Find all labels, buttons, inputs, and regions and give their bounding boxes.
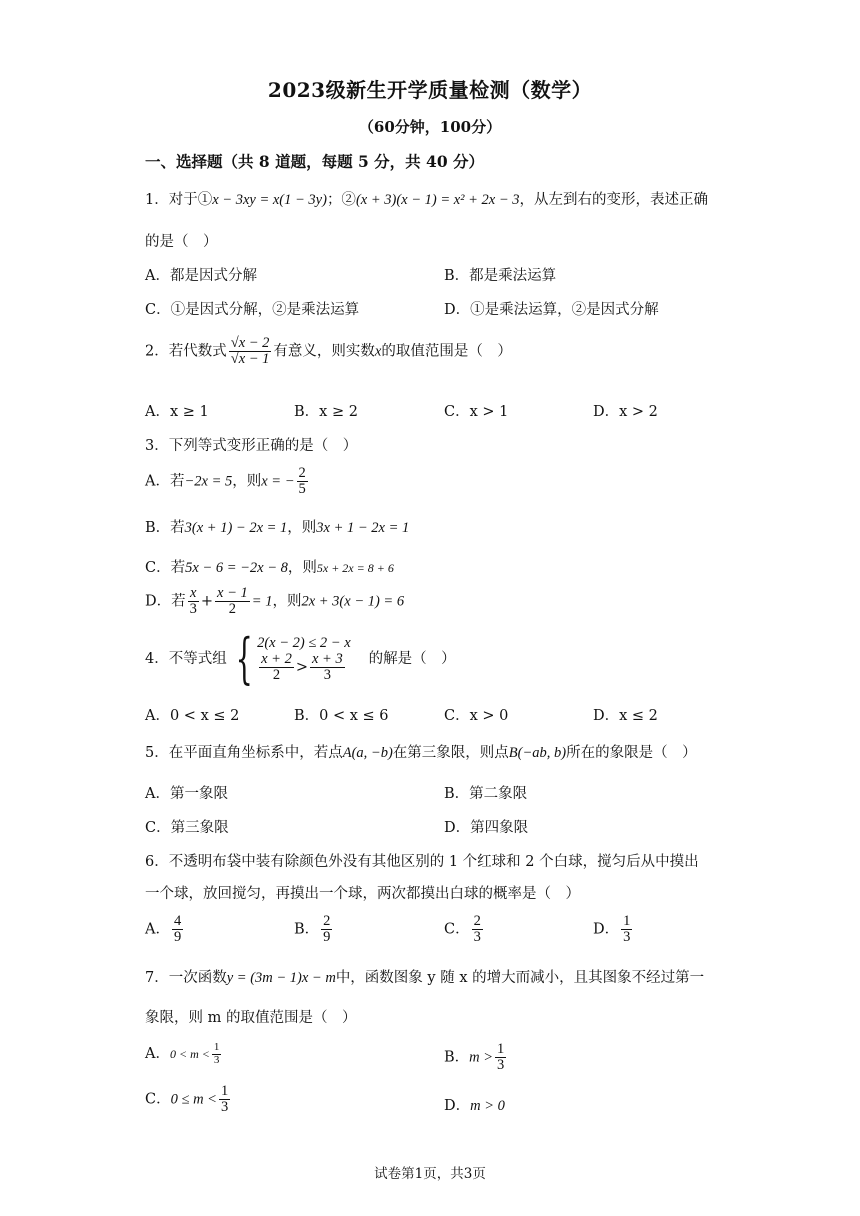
q5-suffix: 所在的象限是（ ） (566, 745, 697, 761)
q4-suffix: 的解是（ ） (368, 651, 456, 667)
q4-frac-1 (259, 652, 294, 683)
question-6-line-2: 一个球，放回搅匀，再摸出一个球，两次都摸出白球的概率是（ ） (145, 886, 580, 902)
q4-gt: > (295, 659, 308, 676)
q6-a-den: 9 (173, 929, 182, 946)
q6-option-b (294, 914, 334, 945)
q5-point-a: A(a, −b) (342, 745, 393, 761)
q3-d-res: 2x + 3(x − 1) = 6 (301, 593, 405, 610)
q2-option-c: C．x > 1 (444, 404, 509, 420)
q3-a-res: x = − (261, 473, 295, 490)
q4-d2: 3 (323, 667, 331, 683)
q3-c-eq: 5x − 6 = −2x − 8 (185, 560, 288, 576)
q7-func: y = (3m − 1)x − m (226, 970, 336, 986)
question-6-line-1: 6．不透明布袋中装有除颜色外没有其他区别的 1 个红球和 2 个白球，搅匀后从中摸出 (145, 854, 699, 870)
q3-b-res: 3x + 1 − 2x = 1 (316, 520, 410, 536)
q1-option-c: C．①是因式分解，②是乘法运算 (145, 302, 360, 318)
q7-d-expr: m > 0 (470, 1098, 505, 1114)
q7-option-c (145, 1084, 232, 1115)
q7-c-den: 3 (220, 1099, 229, 1116)
question-5-stem (145, 741, 697, 762)
question-2-stem (145, 336, 512, 367)
q6-b-label: B． (294, 921, 320, 938)
q2-suffix-2: 的取值范围是（ ） (381, 343, 512, 360)
page-footer: 试卷第1页，共3页 (374, 1166, 486, 1182)
q3-d-frac-1 (188, 586, 199, 617)
q6-c-den: 3 (473, 929, 481, 946)
page-subtitle: （60分钟，100分） (358, 118, 502, 136)
q5-option-b: B．第二象限 (444, 786, 528, 802)
q3-b-pre: B．若 (145, 520, 185, 536)
q4-option-a: A．0 < x ≤ 2 (145, 708, 240, 724)
q6-a-frac (172, 914, 183, 945)
q1-suffix: ，从左到右的变形，表述正确 (519, 192, 709, 208)
q1-prefix: 1．对于① (145, 192, 213, 208)
q7-a-expr: 0 < m < (169, 1047, 210, 1062)
q7-a-frac (212, 1042, 222, 1066)
q4-frac-2 (310, 652, 345, 683)
q6-option-c (444, 914, 485, 945)
q5-prefix: 5．在平面直角坐标系中，若点 (145, 745, 343, 761)
q2-option-a: A．x ≥ 1 (145, 404, 209, 420)
q2-numerator: √x − 2 (230, 335, 270, 351)
q4-row-1: 2(x − 2) ≤ 2 − x (257, 634, 351, 651)
q7-prefix: 7．一次函数 (145, 970, 227, 986)
q3-option-c (145, 556, 394, 577)
q2-option-b: B．x ≥ 2 (294, 404, 358, 420)
q6-b-den: 9 (323, 929, 331, 946)
q3-a-fraction (297, 466, 308, 497)
q2-option-d: D．x > 2 (593, 404, 658, 420)
q6-b-num: 2 (323, 913, 331, 929)
q7-b-den: 3 (497, 1057, 505, 1074)
q1-option-a: A．都是因式分解 (145, 268, 257, 284)
q4-option-d: D．x ≤ 2 (593, 708, 658, 724)
q6-a-num: 4 (173, 913, 182, 929)
q7-b-label: B． (444, 1049, 470, 1066)
q7-c-expr: 0 ≤ m < (170, 1091, 217, 1108)
brace-glyph: { (235, 627, 253, 690)
page-title: 2023级新生开学质量检测（数学） (267, 78, 593, 102)
q7-a-num: 1 (213, 1041, 220, 1053)
q3-c-mid: ，则 (287, 560, 317, 576)
q3-d-frac-2 (215, 586, 250, 617)
q7-c-frac (219, 1084, 230, 1115)
q7-d-label: D． (444, 1098, 471, 1114)
q3-d-n1: x (188, 586, 199, 602)
q6-option-a (145, 914, 185, 945)
q3-a-pre: A．若 (145, 473, 185, 490)
question-4-stem (145, 627, 456, 690)
q1-expr-2: (x + 3)(x − 1) = x² + 2x − 3 (355, 192, 520, 208)
q2-prefix: 2．若代数式 (145, 343, 227, 360)
q3-d-n2: x − 1 (217, 585, 248, 601)
q5-option-a: A．第一象限 (145, 786, 228, 802)
q3-c-pre: C．若 (145, 560, 186, 576)
q7-b-expr: m > (469, 1049, 494, 1066)
q3-option-b (145, 516, 409, 537)
q3-d-plus: + (200, 593, 214, 610)
q7-c-label: C． (145, 1091, 171, 1108)
q1-mid: ；② (326, 192, 356, 208)
q5-mid: 在第三象限，则点 (392, 745, 509, 761)
q6-c-label: C． (444, 921, 470, 938)
q4-prefix: 4．不等式组 (145, 651, 227, 667)
q3-d-d2: 2 (228, 601, 237, 618)
q3-a-eq: −2x = 5 (184, 473, 233, 490)
q6-option-d (593, 914, 634, 945)
question-7-line-2: 象限，则 m 的取值范围是（ ） (145, 1010, 357, 1026)
q4-option-c: C．x > 0 (444, 708, 509, 724)
q3-option-a (145, 466, 310, 497)
q3-d-mid: ，则 (272, 593, 302, 610)
q3-b-eq: 3(x + 1) − 2x = 1 (184, 520, 288, 536)
q7-option-a (145, 1042, 223, 1066)
q3-a-den: 5 (298, 481, 306, 498)
q5-option-d: D．第四象限 (444, 820, 529, 836)
q6-a-label: A． (145, 921, 170, 938)
q1-option-b: B．都是乘法运算 (444, 268, 557, 284)
q3-option-d (145, 586, 404, 617)
question-3-stem: 3．下列等式变形正确的是（ ） (145, 438, 358, 454)
q4-row-2 (257, 652, 351, 683)
q2-denominator: √x − 1 (230, 351, 270, 368)
q6-b-frac (321, 914, 332, 945)
q7-option-d (444, 1094, 505, 1115)
q3-d-pre: D．若 (145, 593, 186, 610)
q3-c-res: 5x + 2x = 8 + 6 (316, 561, 394, 575)
q4-n1: x + 2 (261, 650, 292, 667)
q7-c-num: 1 (220, 1083, 229, 1099)
q4-system (257, 635, 351, 683)
q3-a-num: 2 (298, 465, 306, 481)
q1-expr-1: x − 3xy = x(1 − 3y) (212, 192, 327, 208)
q7-a-den: 3 (213, 1053, 220, 1066)
q6-d-den: 3 (623, 929, 631, 946)
q7-b-frac (495, 1042, 506, 1073)
q7-option-b (444, 1042, 508, 1073)
q2-var: x (374, 343, 382, 360)
q2-fraction (229, 336, 272, 367)
q3-a-mid: ，则 (232, 473, 262, 490)
q4-d1: 2 (272, 667, 281, 683)
q4-option-b: B．0 < x ≤ 6 (294, 708, 389, 724)
q6-c-frac (472, 914, 483, 945)
q6-d-label: D． (593, 921, 620, 938)
q7-a-label: A． (145, 1046, 170, 1063)
section-heading: 一、选择题（共 8 道题，每题 5 分，共 40 分） (145, 152, 485, 171)
question-1-line-1 (145, 188, 708, 209)
q2-suffix: 有意义，则实数 (273, 343, 375, 360)
q6-d-num: 1 (623, 913, 631, 929)
q6-c-num: 2 (473, 913, 481, 929)
q5-option-c: C．第三象限 (145, 820, 229, 836)
q1-option-d: D．①是乘法运算，②是因式分解 (444, 302, 659, 318)
question-7-line-1 (145, 966, 704, 987)
q4-n2: x + 3 (311, 650, 343, 667)
q5-point-b: B(−ab, b) (508, 745, 567, 761)
q3-d-d1: 3 (189, 601, 197, 618)
q6-d-frac (621, 914, 632, 945)
q3-d-eq: = 1 (251, 593, 273, 610)
q7-b-num: 1 (497, 1041, 505, 1057)
question-1-line-2: 的是（ ） (145, 234, 218, 250)
q3-b-mid: ，则 (287, 520, 317, 536)
q7-suffix: 中，函数图象 y 随 x 的增大而减小，且其图象不经过第一 (335, 970, 705, 986)
